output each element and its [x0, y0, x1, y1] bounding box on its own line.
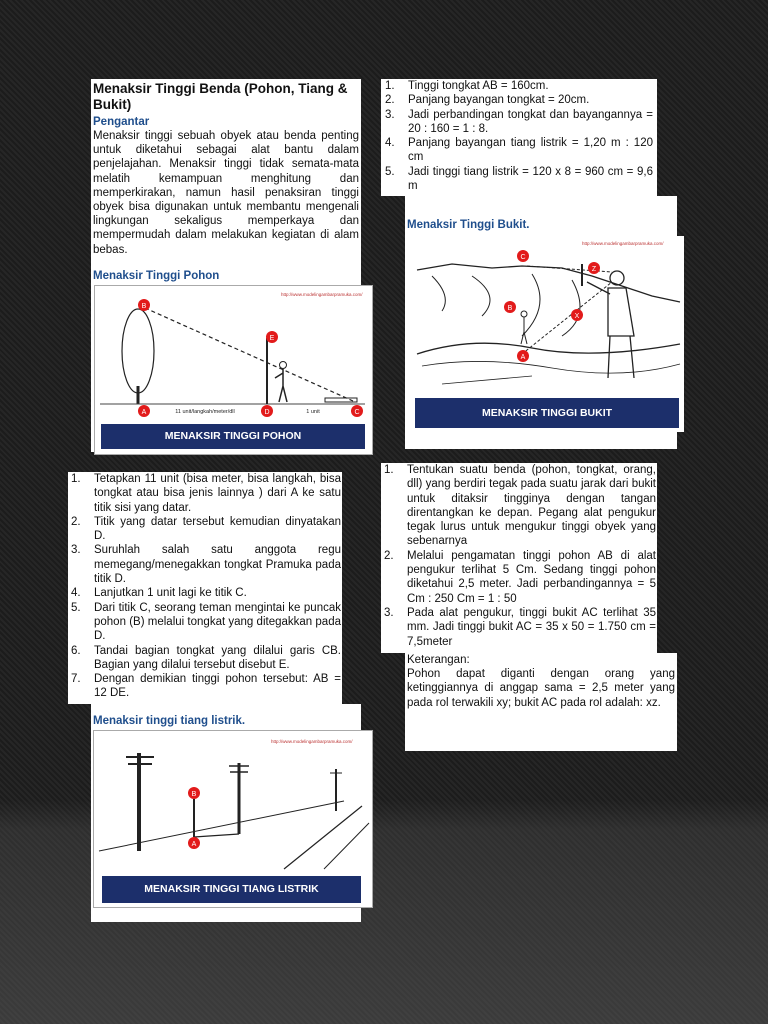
marker-d-label: D — [264, 409, 270, 416]
step-number: 2. — [384, 549, 394, 562]
step-number: 2. — [71, 515, 81, 528]
step-text: Tinggi tongkat AB = 160cm. — [408, 80, 549, 92]
marker-d — [261, 405, 273, 417]
step-number: 3. — [71, 544, 81, 557]
step-item — [69, 543, 341, 586]
pole-heading: Menaksir tinggi tiang listrik. — [93, 715, 246, 727]
hill-top — [417, 264, 680, 302]
hill-banner: MENAKSIR TINGGI BUKIT — [415, 398, 679, 428]
step-number: 1. — [384, 464, 394, 476]
marker-b — [504, 301, 516, 313]
step-text: Jadi tinggi tiang listrik = 120 x 8 = 960 cm = 9,6 m — [408, 165, 653, 193]
page-title: Menaksir Tinggi Benda (Pohon, Tiang & Bukit) — [93, 81, 348, 112]
pole-figure — [93, 730, 373, 908]
step-item — [382, 606, 656, 649]
step-text: Jadi perbandingan tongkat dan bayangannya = 20 : 160 = 1 : 8. — [408, 108, 653, 135]
marker-a — [188, 837, 200, 849]
hill-heading: Menaksir Tinggi Bukit. — [407, 219, 530, 231]
marker-c — [517, 250, 529, 262]
step-item — [69, 586, 341, 600]
step-number: 6. — [71, 644, 81, 657]
step-number: 7. — [71, 673, 81, 686]
marker-b-label: B — [191, 791, 197, 798]
ground-front — [417, 343, 680, 354]
step-text: Dari titik C, seorang teman mengintai ke puncak pohon (B) melalui tongkat yang ditegakkan pada D. — [94, 601, 341, 643]
scout-body — [275, 369, 287, 402]
hill-note-title: Keterangan: — [407, 654, 470, 666]
tree-steps-card — [68, 472, 342, 704]
hill-steps-list — [382, 463, 656, 649]
marker-a-label: A — [520, 354, 526, 361]
distance-dc-label: 1 unit — [306, 409, 320, 415]
marker-b-label: B — [141, 303, 147, 310]
tree-diagram — [95, 286, 372, 421]
sight-line — [145, 308, 353, 401]
marker-a — [517, 350, 529, 362]
intro-body: Menaksir tinggi sebuah obyek atau benda penting untuk diketahui sebagai alat bantu dalam penjelajahan. Menaksir tinggi tidak semata-mata melatih kemampuan menghitung dan memperkirakan, namun hasil penaksiran tinggi obyek bisa digunakan untuk membantu mengenali lingkungan sekaligus memperkaya dan mempermudah dalam melakukan kegiatan di alam bebas. — [93, 130, 359, 256]
step-number: 2. — [385, 94, 395, 107]
tree-url: http://www.modelingambarpramuka.com/ — [281, 292, 363, 297]
tree-crown — [122, 309, 154, 393]
step-item — [69, 601, 341, 644]
marker-x-label: X — [574, 313, 580, 320]
hill-url: http://www.modelingambarpramuka.com/ — [582, 241, 664, 246]
marker-c — [351, 405, 363, 417]
scout-head — [280, 362, 287, 369]
pole-near — [126, 753, 154, 851]
intro-subtitle: Pengantar — [93, 116, 150, 128]
pole-banner: MENAKSIR TINGGI TIANG LISTRIK — [102, 876, 361, 903]
step-text: Pada alat pengukur, tinggi bukit AC terlihat 35 mm. Jadi tinggi bukit AC = 35 x 50 = 1.750 cm = 7,5meter — [407, 606, 656, 648]
step-item — [69, 515, 341, 544]
hill-figure — [412, 236, 684, 432]
step-number: 1. — [385, 80, 395, 92]
ground-texture — [422, 361, 680, 384]
distance-ad-label: 11 unit/langkah/meter/dll — [175, 409, 235, 415]
step-text: Melalui pengamatan tinggi pohon AB di alat pengukur terlihat 5 Cm. Sedang tinggi pohon diketahui 2,5 meter. Jadi perbandingannya = 5 Cm : 250 Cm = 1 : 50 — [407, 549, 656, 605]
step-item — [69, 672, 341, 701]
hill-diagram — [412, 236, 684, 396]
marker-a-label: A — [141, 409, 147, 416]
step-text: Panjang bayangan tongkat = 20cm. — [408, 94, 590, 107]
step-text: Dengan demikian tinggi pohon tersebut: AB = 12 DE. — [94, 673, 341, 700]
step-number: 1. — [71, 473, 81, 485]
step-text: Tandai bagian tongkat yang dilalui garis CB. Bagian yang dilalui tersebut disebut E. — [94, 644, 341, 671]
tree-figure — [94, 285, 373, 455]
marker-b-label: B — [507, 305, 513, 312]
step-item — [383, 136, 653, 165]
step-item — [69, 644, 341, 673]
step-number: 4. — [71, 587, 81, 600]
step-text: Panjang bayangan tiang listrik = 1,20 m : 120 cm — [408, 137, 653, 164]
hill-steps-card — [381, 463, 657, 653]
step-item — [383, 93, 653, 107]
tree-banner: MENAKSIR TINGGI POHON — [101, 424, 365, 449]
step-number: 3. — [385, 108, 395, 121]
pole-url: http://www.modelingambarpramuka.com/ — [271, 739, 353, 744]
step-number: 5. — [71, 601, 81, 614]
road-edge-left — [284, 806, 362, 869]
tree-heading: Menaksir Tinggi Pohon — [93, 269, 220, 282]
step-text: Tentukan suatu benda (pohon, tongkat, orang, dll) yang berdiri tegak pada suatu jarak dari bukit untuk ditaksir tingginya dengan tangan direntangkan ke depan. Pegang alat pengukur tegak lurus untuk mengukur tinggi obyek yang sebenarnya — [407, 464, 656, 548]
step-item — [383, 165, 653, 194]
marker-e — [266, 331, 278, 343]
marker-c-label: C — [520, 254, 526, 261]
pole-steps-list — [383, 79, 653, 193]
marker-a-label: A — [191, 841, 197, 848]
marker-b — [188, 787, 200, 799]
step-item — [382, 463, 656, 549]
road-edge-right — [324, 823, 369, 869]
marker-e-label: E — [269, 335, 275, 342]
tree-steps-list — [69, 472, 341, 701]
step-number: 5. — [385, 165, 395, 178]
marker-b — [138, 299, 150, 311]
ground-line — [99, 801, 344, 851]
step-number: 3. — [384, 606, 394, 619]
hill-note-card — [405, 653, 677, 751]
small-person — [521, 311, 527, 344]
marker-c-label: C — [354, 409, 360, 416]
step-item — [69, 472, 341, 515]
stick-shadow — [194, 834, 239, 837]
marker-z-label: Z — [591, 266, 597, 273]
step-item — [383, 79, 653, 93]
marker-a — [138, 405, 150, 417]
step-item — [382, 549, 656, 606]
pole-steps-card — [381, 79, 657, 196]
hill-note: Pohon dapat diganti dengan orang yang ketinggiannya di anggap sama = 2,5 meter yang pada rol terwakili xy; bukit AC pada rol adalah: xz. — [407, 668, 675, 709]
step-number: 4. — [385, 137, 395, 150]
marker-x — [571, 309, 583, 321]
marker-z — [588, 262, 600, 274]
step-text: Lanjutkan 1 unit lagi ke titik C. — [94, 587, 247, 600]
step-text: Tetapkan 11 unit (bisa meter, bisa langkah, bisa tongkat atau bisa jenis lainnya ) dari A ke satu titik sisi yang datar. — [94, 473, 341, 514]
step-text: Suruhlah salah satu anggota regu memegang/menegakkan tongkat Pramuka pada titik D. — [94, 544, 341, 586]
pole-diagram — [94, 731, 372, 871]
step-text: Titik yang datar tersebut kemudian dinyatakan D. — [94, 515, 341, 543]
pole-far — [330, 769, 342, 811]
step-item — [383, 108, 653, 137]
